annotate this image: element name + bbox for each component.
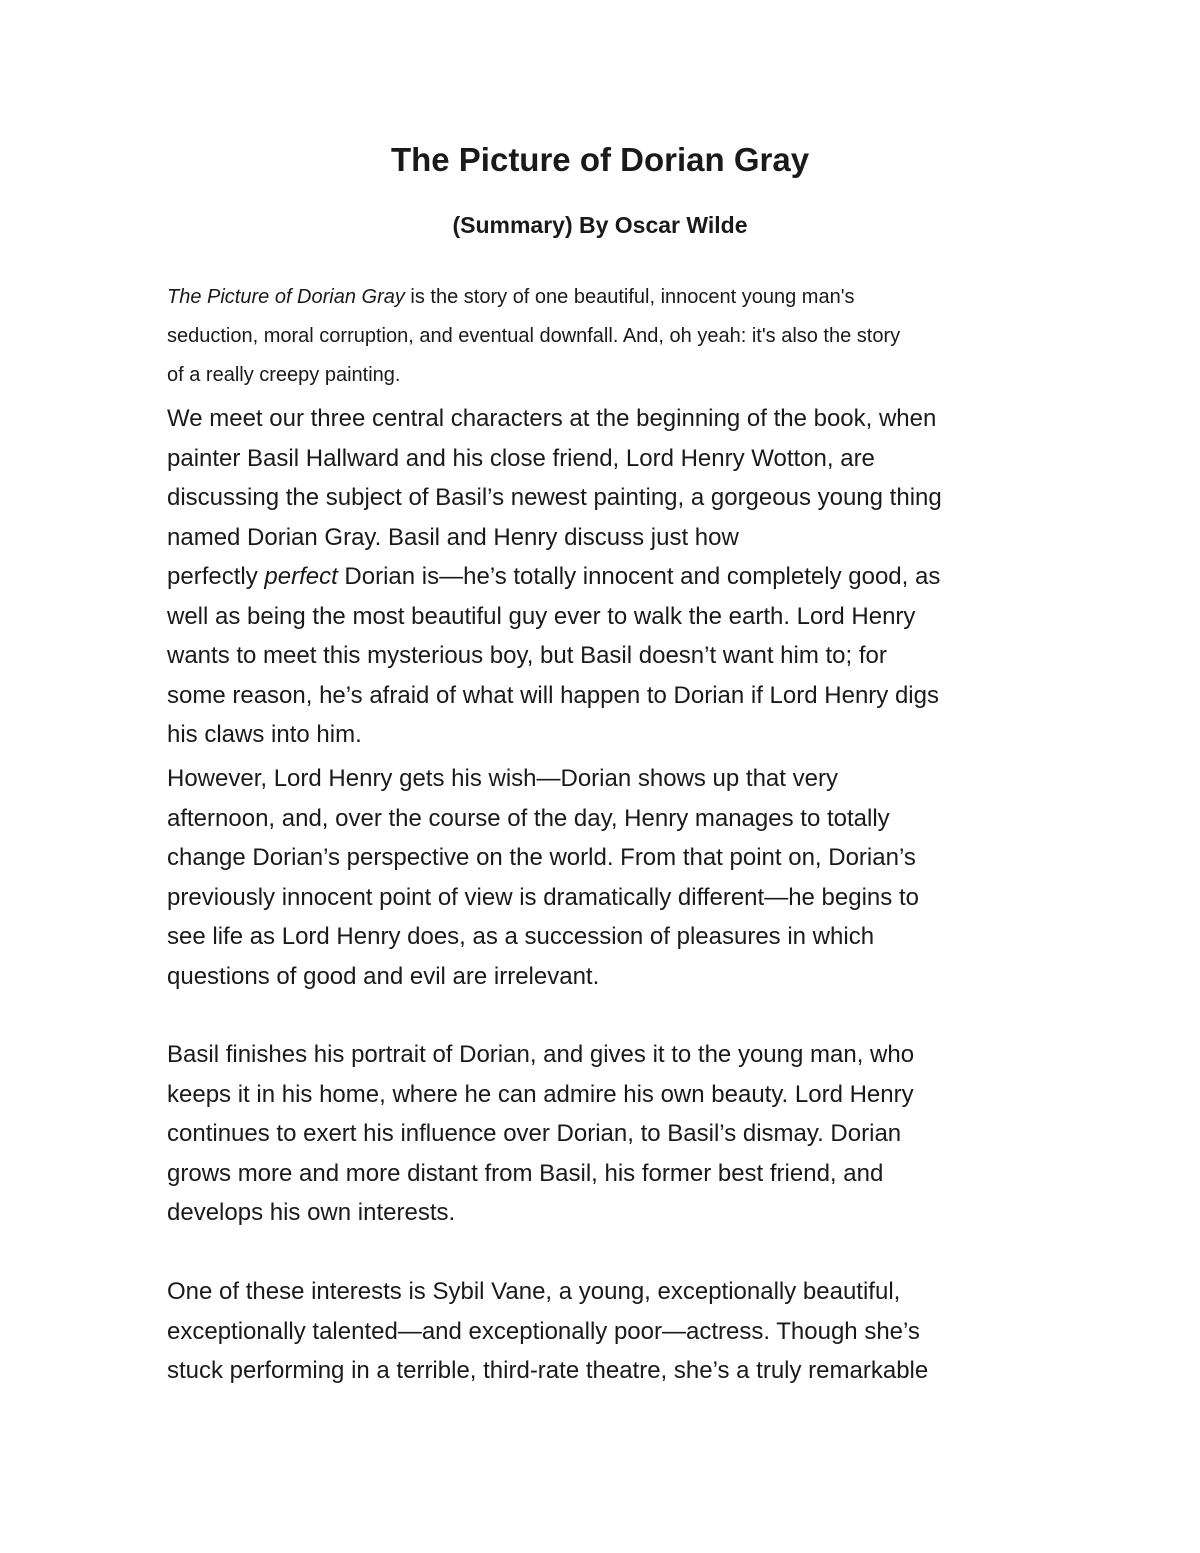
paragraph-3 — [167, 1035, 1042, 1233]
paragraph-1-line: discussing the subject of Basil’s newest painting, a gorgeous young thing — [167, 484, 942, 511]
paragraph-2-line: afternoon, and, over the course of the day, Henry manages to totally — [167, 804, 890, 832]
paragraph-3-line: develops his own interests. — [167, 1199, 456, 1226]
paragraph-4-line: One of these interests is Sybil Vane, a young, exceptionally beautiful, — [167, 1278, 901, 1305]
intro-line-1-text: is the story of one beautiful, innocent young man's — [404, 286, 855, 308]
paragraph-3-line: grows more and more distant from Basil, his former best friend, and — [167, 1159, 884, 1187]
intro-line-1 — [167, 278, 1042, 317]
paragraph-1-line-5-start: perfectly — [167, 563, 265, 590]
paragraph-2-line: previously innocent point of view is dramatically different—he begins to — [167, 883, 919, 911]
paragraph-2-line: see life as Lord Henry does, as a succession of pleasures in which — [167, 923, 875, 950]
paragraph-4 — [167, 1272, 1042, 1391]
paragraph-1-line: some reason, he’s afraid of what will happen to Dorian if Lord Henry digs — [167, 681, 939, 709]
paragraph-2 — [167, 759, 1042, 996]
paragraph-1-line: wants to meet this mysterious boy, but Basil doesn’t want him to; for — [167, 642, 887, 669]
book-title-italic: The Picture of Dorian Gray — [167, 286, 405, 308]
paragraph-1-line: well as being the most beautiful guy ever to walk the earth. Lord Henry — [167, 602, 916, 630]
paragraph-4-line: exceptionally talented—and exceptionally poor—actress. Though she’s — [167, 1317, 920, 1345]
paragraph-1-line: named Dorian Gray. Basil and Henry discuss just how — [167, 523, 739, 551]
paragraph-3-line: Basil finishes his portrait of Dorian, and gives it to the young man, who — [167, 1041, 915, 1068]
perfect-italic: perfect — [264, 563, 338, 590]
document-subtitle: (Summary) By Oscar Wilde — [452, 212, 748, 238]
paragraph-2-line: change Dorian’s perspective on the world. From that point on, Dorian’s — [167, 844, 916, 871]
paragraph-2-line: However, Lord Henry gets his wish—Dorian shows up that very — [167, 765, 838, 792]
paragraph-1-line — [167, 557, 1042, 597]
paragraph-1 — [167, 399, 1042, 755]
document-title: The Picture of Dorian Gray — [390, 141, 810, 178]
paragraph-1-line: painter Basil Hallward and his close friend, Lord Henry Wotton, are — [167, 444, 875, 472]
paragraph-2-line: questions of good and evil are irrelevant. — [167, 962, 600, 990]
paragraph-3-line: continues to exert his influence over Dorian, to Basil’s dismay. Dorian — [167, 1120, 902, 1147]
paragraph-4-line: stuck performing in a terrible, third-rate theatre, she’s a truly remarkable — [167, 1357, 929, 1384]
paragraph-1-line-5-rest: Dorian is—he’s totally innocent and completely good, as — [337, 563, 941, 590]
paragraph-1-line: his claws into him. — [167, 721, 362, 748]
paragraph-1-line: We meet our three central characters at the beginning of the book, when — [167, 405, 937, 432]
intro-line-2: seduction, moral corruption, and eventual downfall. And, oh yeah: it's also the story — [167, 325, 901, 347]
intro-paragraph — [167, 278, 1042, 395]
intro-line-3: of a really creepy painting. — [167, 364, 401, 386]
paragraph-3-line: keeps it in his home, where he can admire his own beauty. Lord Henry — [167, 1080, 914, 1108]
